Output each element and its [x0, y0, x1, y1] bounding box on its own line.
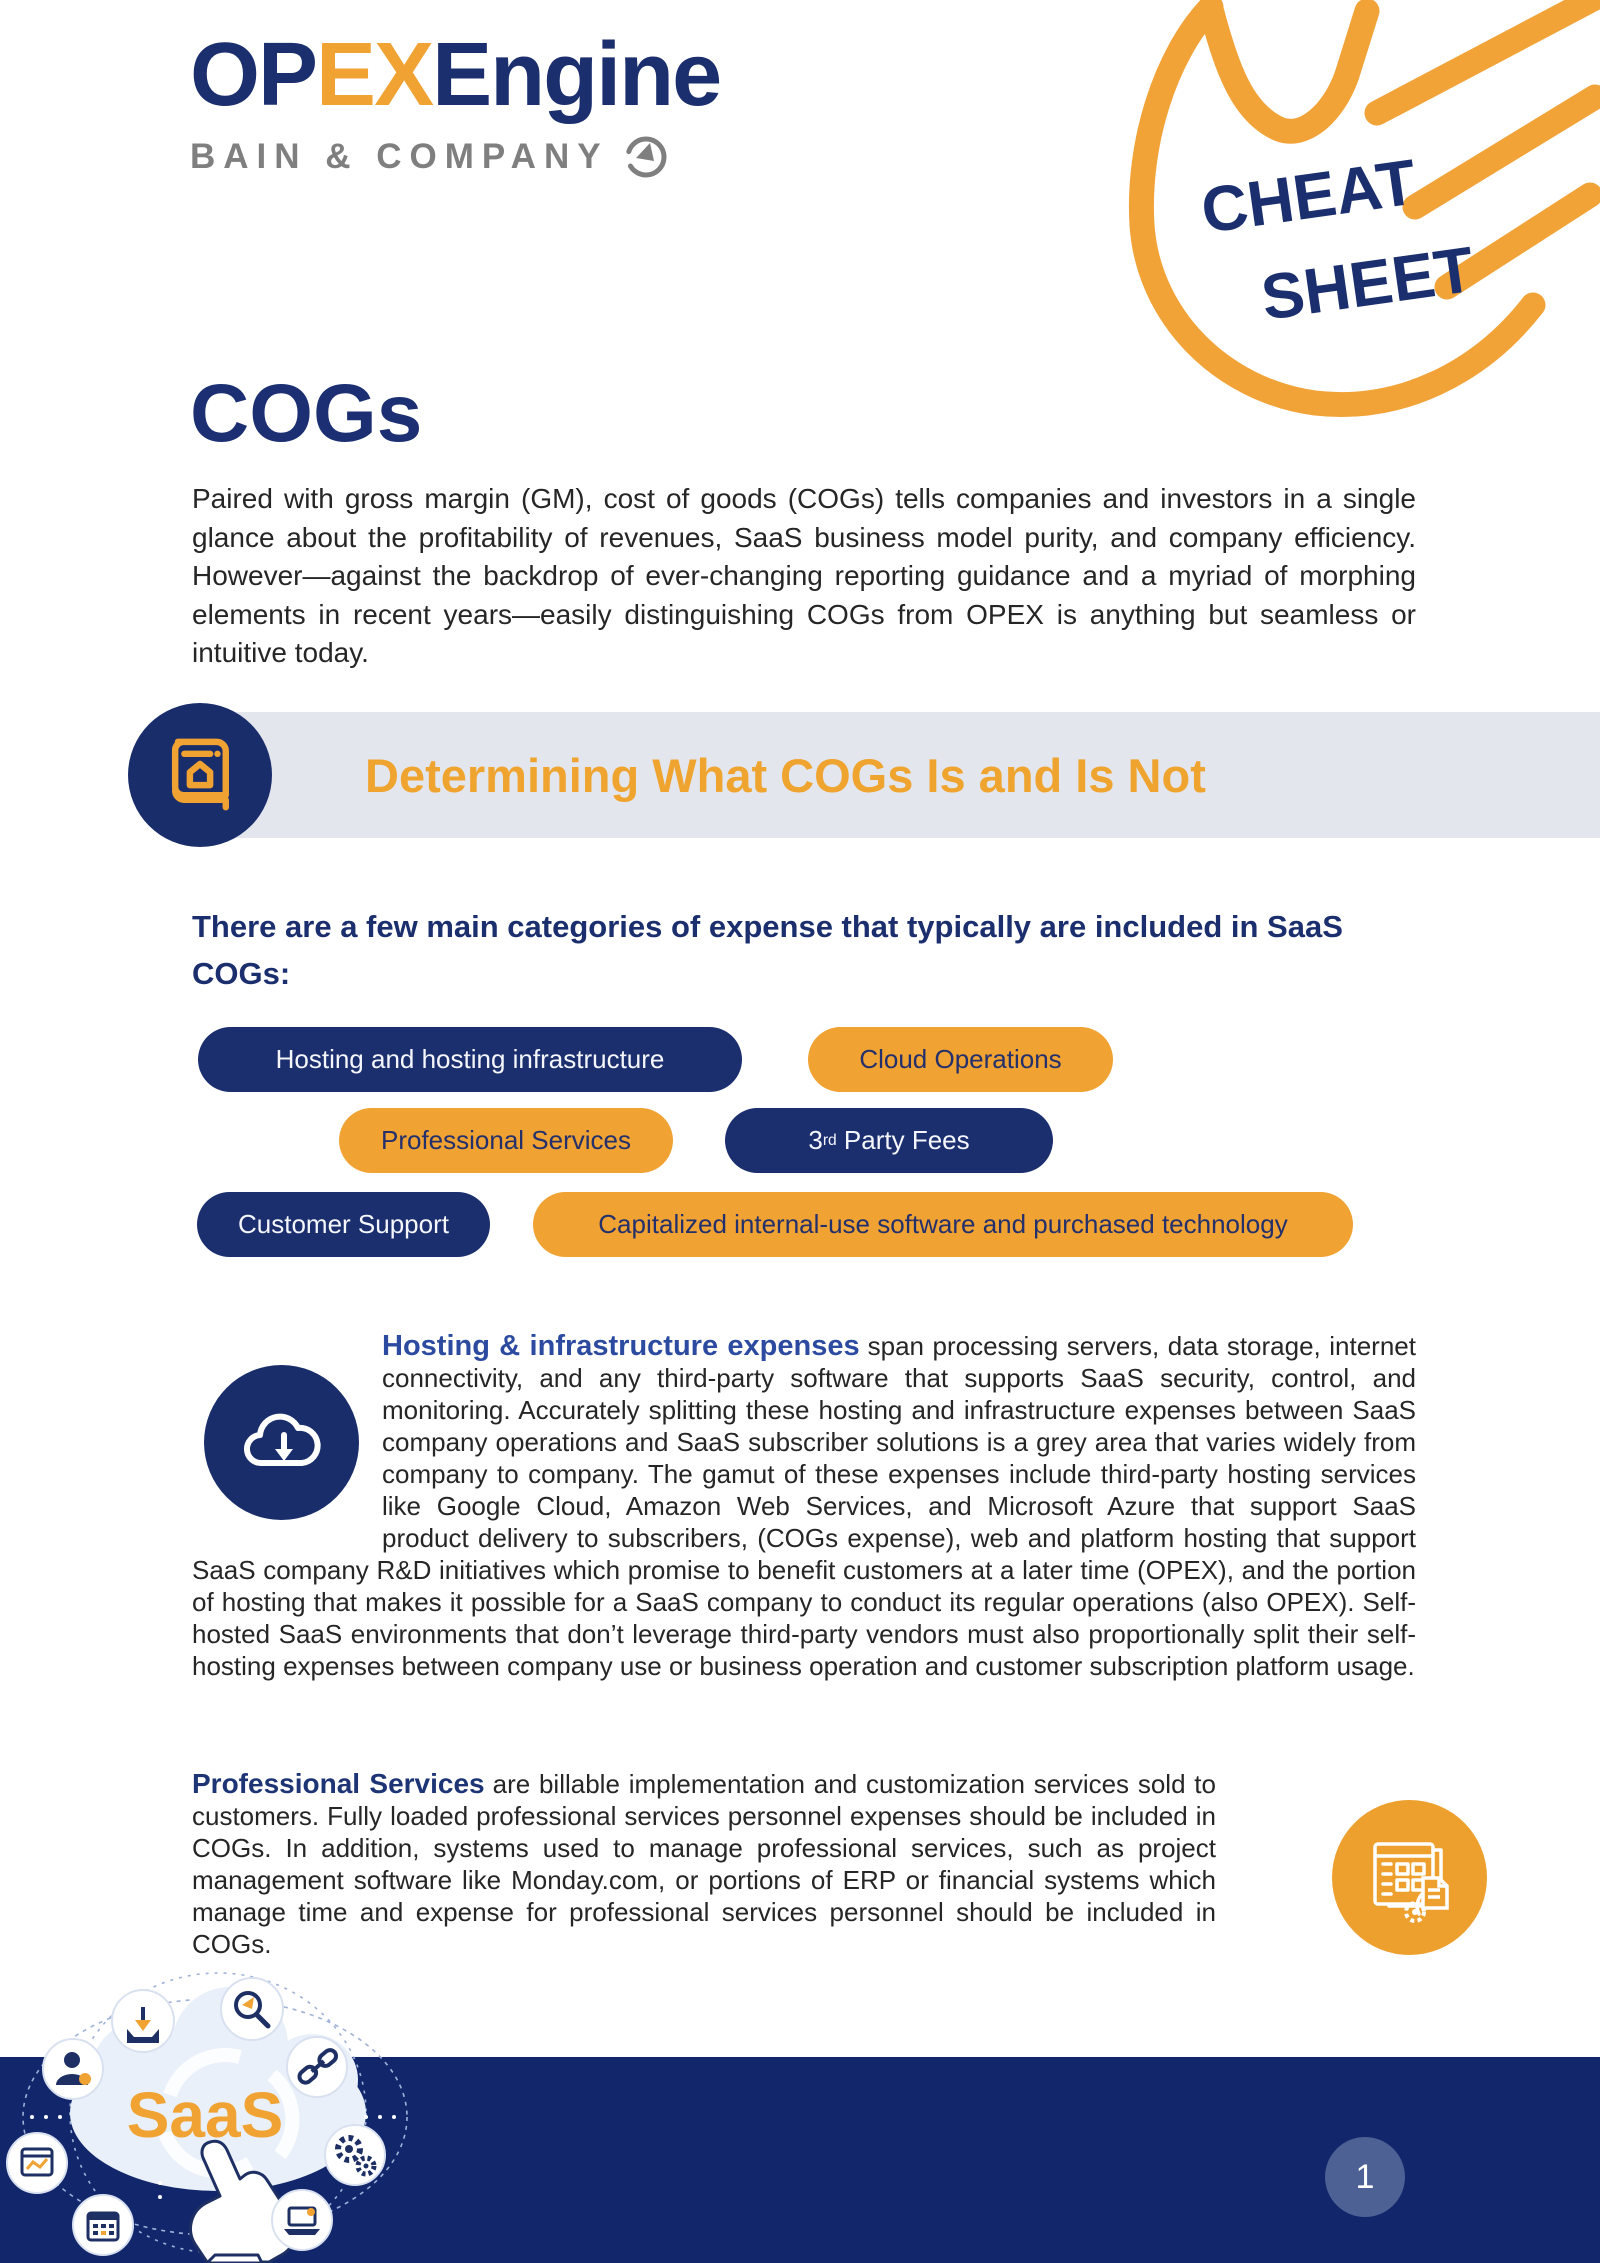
erp-software-icon-circle	[1332, 1800, 1487, 1955]
cheat-sheet-hand-badge	[1015, 0, 1600, 440]
categories-heading: There are a few main categories of expense that typically are included in SaaS COGs:	[192, 909, 1343, 991]
link-icon	[287, 2037, 347, 2097]
hosting-body: span processing servers, data storage, internet connectivity, and any third-party software that supports SaaS security, control, and monitoring. Accurately splitting these hosting and infrastructure expenses between SaaS company operations and SaaS subscriber solutions is a grey area that varies widely from company to company. The gamut of these expenses include third-party hosting services like Google Cloud, Amazon Web Services, and Microsoft Azure that support SaaS product delivery to subscribers, (COGs expense), web and platform hosting that support SaaS company R&D initiatives which promise to benefit customers at a later time (OPEX), and the portion of hosting that makes it possible for a SaaS company to conduct its regular operations (also OPEX). Self-hosted SaaS environments that don’t leverage third-party vendors must also proportionally split their self-hosting expenses between company use or business operation and customer subscription platform usage.	[192, 1331, 1416, 1681]
badge-line-2: SHEET	[1256, 232, 1479, 334]
chart-icon	[7, 2133, 67, 2193]
pill-professional-services: Professional Services	[339, 1108, 673, 1173]
professional-body: are billable implementation and customization services sold to customers. Fully loaded professional services personnel expenses should be included in COGs. In addition, systems used to manage professional services, such as project management software like Monday.com, or portions of ERP or financial systems which manage time and expense for professional services personnel should be included in COGs.	[192, 1769, 1216, 1959]
bain-clock-icon	[623, 134, 669, 180]
page-number-badge	[1325, 2137, 1405, 2217]
bain-company-logo	[190, 134, 720, 180]
badge-line-1: CHEAT	[1196, 145, 1421, 247]
pill-customer-support: Customer Support	[197, 1192, 490, 1257]
logo-op: OP	[190, 25, 317, 125]
search-icon	[221, 1978, 283, 2040]
professional-paragraph	[192, 1768, 1216, 1960]
section-title: Determining What COGs Is and Is Not	[365, 748, 1206, 802]
professional-services-section	[192, 1768, 1600, 1960]
saas-cloud-illustration	[0, 1945, 450, 2263]
saas-label: SaaS	[126, 2079, 284, 2151]
opexengine-logo	[190, 25, 721, 180]
intro-paragraph: Paired with gross margin (GM), cost of goods (COGs) tells companies and investors in a single glance about the profitability of revenues, SaaS business model purity, and company efficiency. However—against the backdrop of ever-changing reporting guidance and a myriad of morphing elements in recent years—easily distinguishing COGs from OPEX is anything but seamless or intuitive today.	[192, 483, 1416, 668]
professional-lead: Professional Services	[192, 1768, 485, 1799]
book-icon	[154, 729, 246, 821]
logo-ex: EX	[316, 25, 433, 125]
user-icon	[43, 2039, 103, 2099]
hosting-lead: Hosting & infrastructure expenses	[382, 1330, 860, 1362]
book-icon-circle	[128, 703, 272, 847]
calendar-icon	[73, 2195, 133, 2255]
logo-wordmark	[190, 25, 721, 125]
logo-engine: Engine	[432, 25, 721, 125]
section-banner	[205, 712, 1600, 838]
pill-capitalized-software: Capitalized internal-use software and purchased technology	[533, 1192, 1353, 1257]
cloud-download-icon-circle	[204, 1365, 359, 1520]
hosting-paragraph	[192, 1330, 1416, 1682]
pill-third-party-fees: 3 rd Party Fees	[725, 1108, 1053, 1173]
cloud-download-icon	[232, 1393, 332, 1493]
bain-company-label: BAIN & COMPANY	[190, 137, 609, 176]
hand-thumb-notch	[1211, 9, 1367, 131]
download-icon	[112, 1990, 174, 2052]
pill-cloud-operations: Cloud Operations	[808, 1027, 1113, 1092]
erp-software-icon	[1357, 1826, 1461, 1930]
gears-icon	[325, 2125, 385, 2185]
laptop-icon	[272, 2190, 332, 2250]
page-number: 1	[1355, 2157, 1375, 2196]
pill-hosting-infrastructure: Hosting and hosting infrastructure	[198, 1027, 742, 1092]
page-title: COGs	[190, 367, 423, 459]
